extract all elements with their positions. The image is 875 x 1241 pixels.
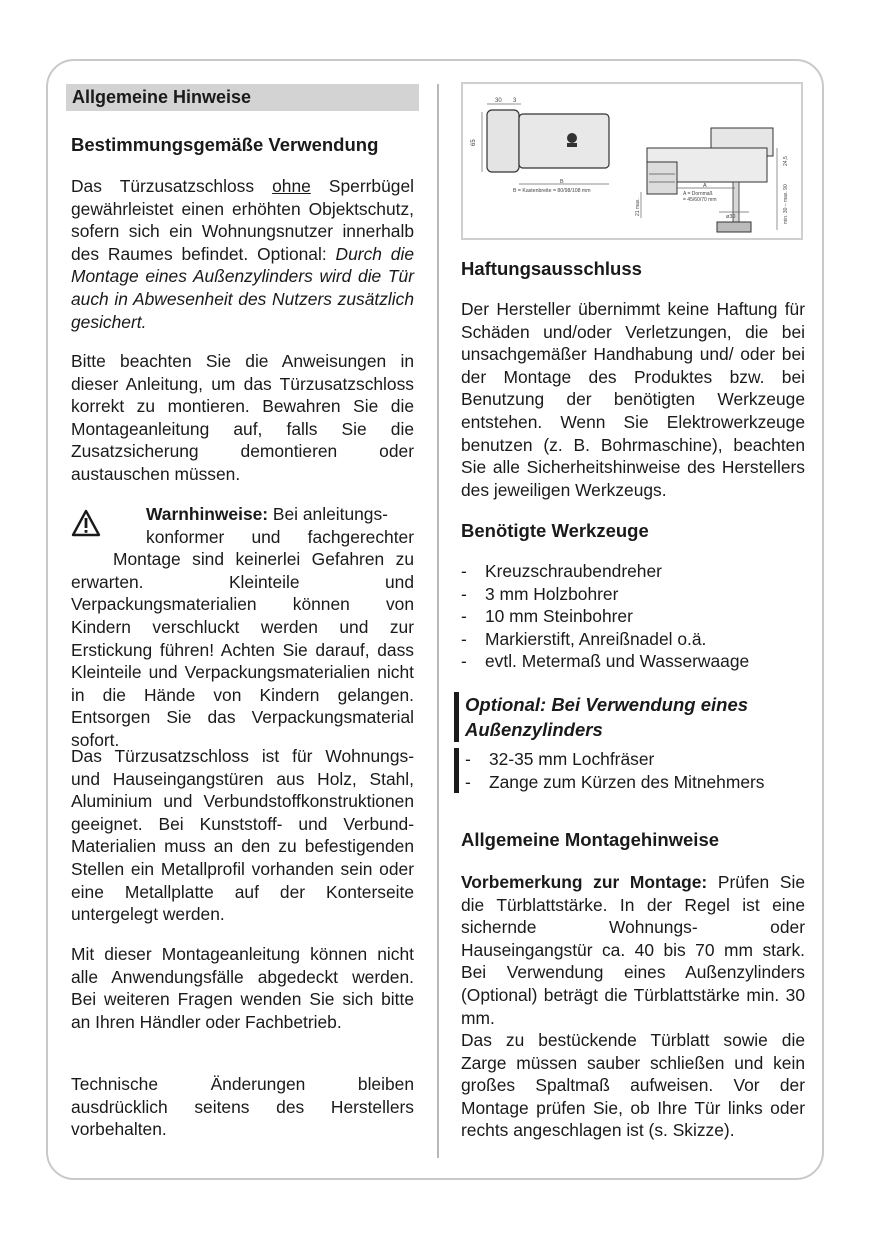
svg-text:24,5: 24,5 (783, 156, 789, 166)
svg-text:3: 3 (513, 98, 517, 104)
optional-title: Optional: Bei Verwendung eines Außenzylinders (465, 694, 749, 740)
list-item: - 32-35 mm Lochfräser (465, 748, 804, 771)
tools-list (461, 560, 805, 673)
underlined-word: ohne (272, 176, 311, 196)
paragraph-door-types: Das Türzusatzschloss ist für Wohnungs- und Hauseingangstüren aus Holz, Stahl, Aluminium und Verbundstoffkonstruktionen geeignet. Bei Kunststoff- und Verbund-Materialien muss an den zu befestigenden Stellen ein Metallprofil vorhanden sein oder eine Metallplatte auf der Konterseite untergelegt werden. (71, 746, 414, 925)
list-item: - 3 mm Holzbohrer (461, 583, 805, 606)
svg-text:ø30: ø30 (726, 214, 736, 220)
paragraph-liability: Der Hersteller übernimmt keine Haftung für Schäden und/oder Verletzungen, die bei unsachgemäßer Handhabung und/ oder bei der Montage des Produktes bzw. bei Benutzung der benötigten Werkzeuge entstehen. Wenn Sie Elektrowerkzeuge benutzen (z. B. Bohrmaschine), beachten Sie alle Sicherheitshinweise des Herstellers des jeweiligen Werkzeugs. (461, 299, 805, 500)
svg-text:A: A (703, 183, 707, 189)
list-item: - Zange zum Kürzen des Mitnehmers (465, 771, 804, 794)
section-title: Allgemeine Hinweise (66, 84, 419, 111)
optional-tools-list (465, 748, 804, 793)
column-divider (437, 84, 439, 1158)
list-item: - evtl. Metermaß und Wasserwaage (461, 650, 805, 673)
paragraph-intended-use: Das Türzusatzschloss ohne Sperrbügel gewährleistet einen erhöhten Objektschutz, sofern sich ein Wohnungsnutzer innerhalb des Raumes befindet. Optional: Durch die Montage eines Außenzylinders wird die Tür auch in Abwesenheit des Nutzers zusätzlich gesichert. (71, 176, 414, 332)
paragraph-technical-changes: Technische Änderungen bleiben ausdrücklich seitens des Herstellers vorbehalten. (71, 1074, 414, 1140)
warning-triangle-icon (71, 509, 101, 537)
svg-text:B = Kastenbreite = 80/98/108 m: B = Kastenbreite = 80/98/108 mm (513, 188, 591, 194)
list-item: - Markierstift, Anreißnadel o.ä. (461, 628, 805, 651)
list-item: - Kreuzschraubendreher (461, 560, 805, 583)
svg-text:21 max.: 21 max. (635, 198, 641, 216)
svg-text:= 45/60/70 mm: = 45/60/70 mm (683, 197, 717, 203)
paragraph-mounting-door: Das zu bestückende Türblatt sowie die Zarge müssen sauber schließen und kein großes Spaltmaß aufweisen. Vor der Montage prüfen Sie, ob Ihre Tür links oder rechts angeschlagen ist (s. Skizze). (461, 1030, 805, 1141)
optional-tools-box (454, 692, 804, 793)
svg-text:min. 30 – max. 90: min. 30 – max. 90 (783, 184, 789, 224)
warning-text: erwarten. Kleinteile und Verpackungsmaterialien können von Kindern verschluckt werden und zur Erstickung führen! Achten Sie darauf, dass Kleinteile und Verpackungsmaterialien nicht in die Hände von Kindern gelangen. Entsorgen Sie das Verpackungsmaterial sofort. (71, 571, 414, 750)
svg-text:B: B (560, 179, 564, 185)
heading-mounting: Allgemeine Montagehinweise (461, 829, 720, 850)
paragraph-manual-scope: Mit dieser Montageanleitung können nicht alle Anwendungsfälle abgedeckt werden. Bei weiteren Fragen wenden Sie sich bitte an Ihren Händler oder Fachbetrieb. (71, 944, 414, 1032)
warning-label: Warnhinweise: (146, 504, 269, 524)
warning-block: Warnhinweise: Bei anleitungs- konformer und fachgerechter Montage sind keinerlei Gefahren zu erwarten. Kleinteile und Verpackungsmaterialien können von Kindern verschluckt werden und zur Erstickung führen! Achten Sie darauf, dass Kleinteile und Verpackungsmaterialien nicht in die Hände von Kindern gelangen. Entsorgen Sie das Verpackungsmaterial sofort. (71, 504, 414, 750)
heading-liability: Haftungsausschluss (461, 258, 642, 279)
list-item: - 10 mm Steinbohrer (461, 605, 805, 628)
heading-intended-use: Bestimmungsgemäße Verwendung (71, 134, 379, 155)
paragraph-mounting-prelim: Vorbemerkung zur Montage: Prüfen Sie die Türblattstärke. In der Regel ist eine sichernde Wohnungs- oder Hauseingangstür ca. 40 bis 70 mm stark. Bei Verwendung eines Außenzylinders (Optional) beträgt die Türblattstärke min. 30 mm. (461, 872, 805, 1028)
technical-sketch (463, 84, 801, 238)
svg-text:30: 30 (495, 98, 502, 104)
svg-text:A = Dornmaß: A = Dornmaß (683, 191, 713, 197)
heading-tools: Benötigte Werkzeuge (461, 520, 649, 541)
optional-note: Durch die Montage eines Außenzylinders wird die Tür auch in Abwesenheit des Nutzers zusätzlich gesichert. (71, 243, 414, 332)
lock-dimension-drawing (461, 82, 803, 240)
mounting-label: Vorbemerkung zur Montage: (461, 872, 708, 892)
svg-text:65: 65 (471, 139, 477, 146)
paragraph-instructions: Bitte beachten Sie die Anweisungen in dieser Anleitung, um das Türzusatzschloss korrekt zu montieren. Bewahren Sie die Montageanleitung auf, falls Sie die Zusatzsicherung demontieren oder austauschen müssen. (71, 351, 414, 484)
